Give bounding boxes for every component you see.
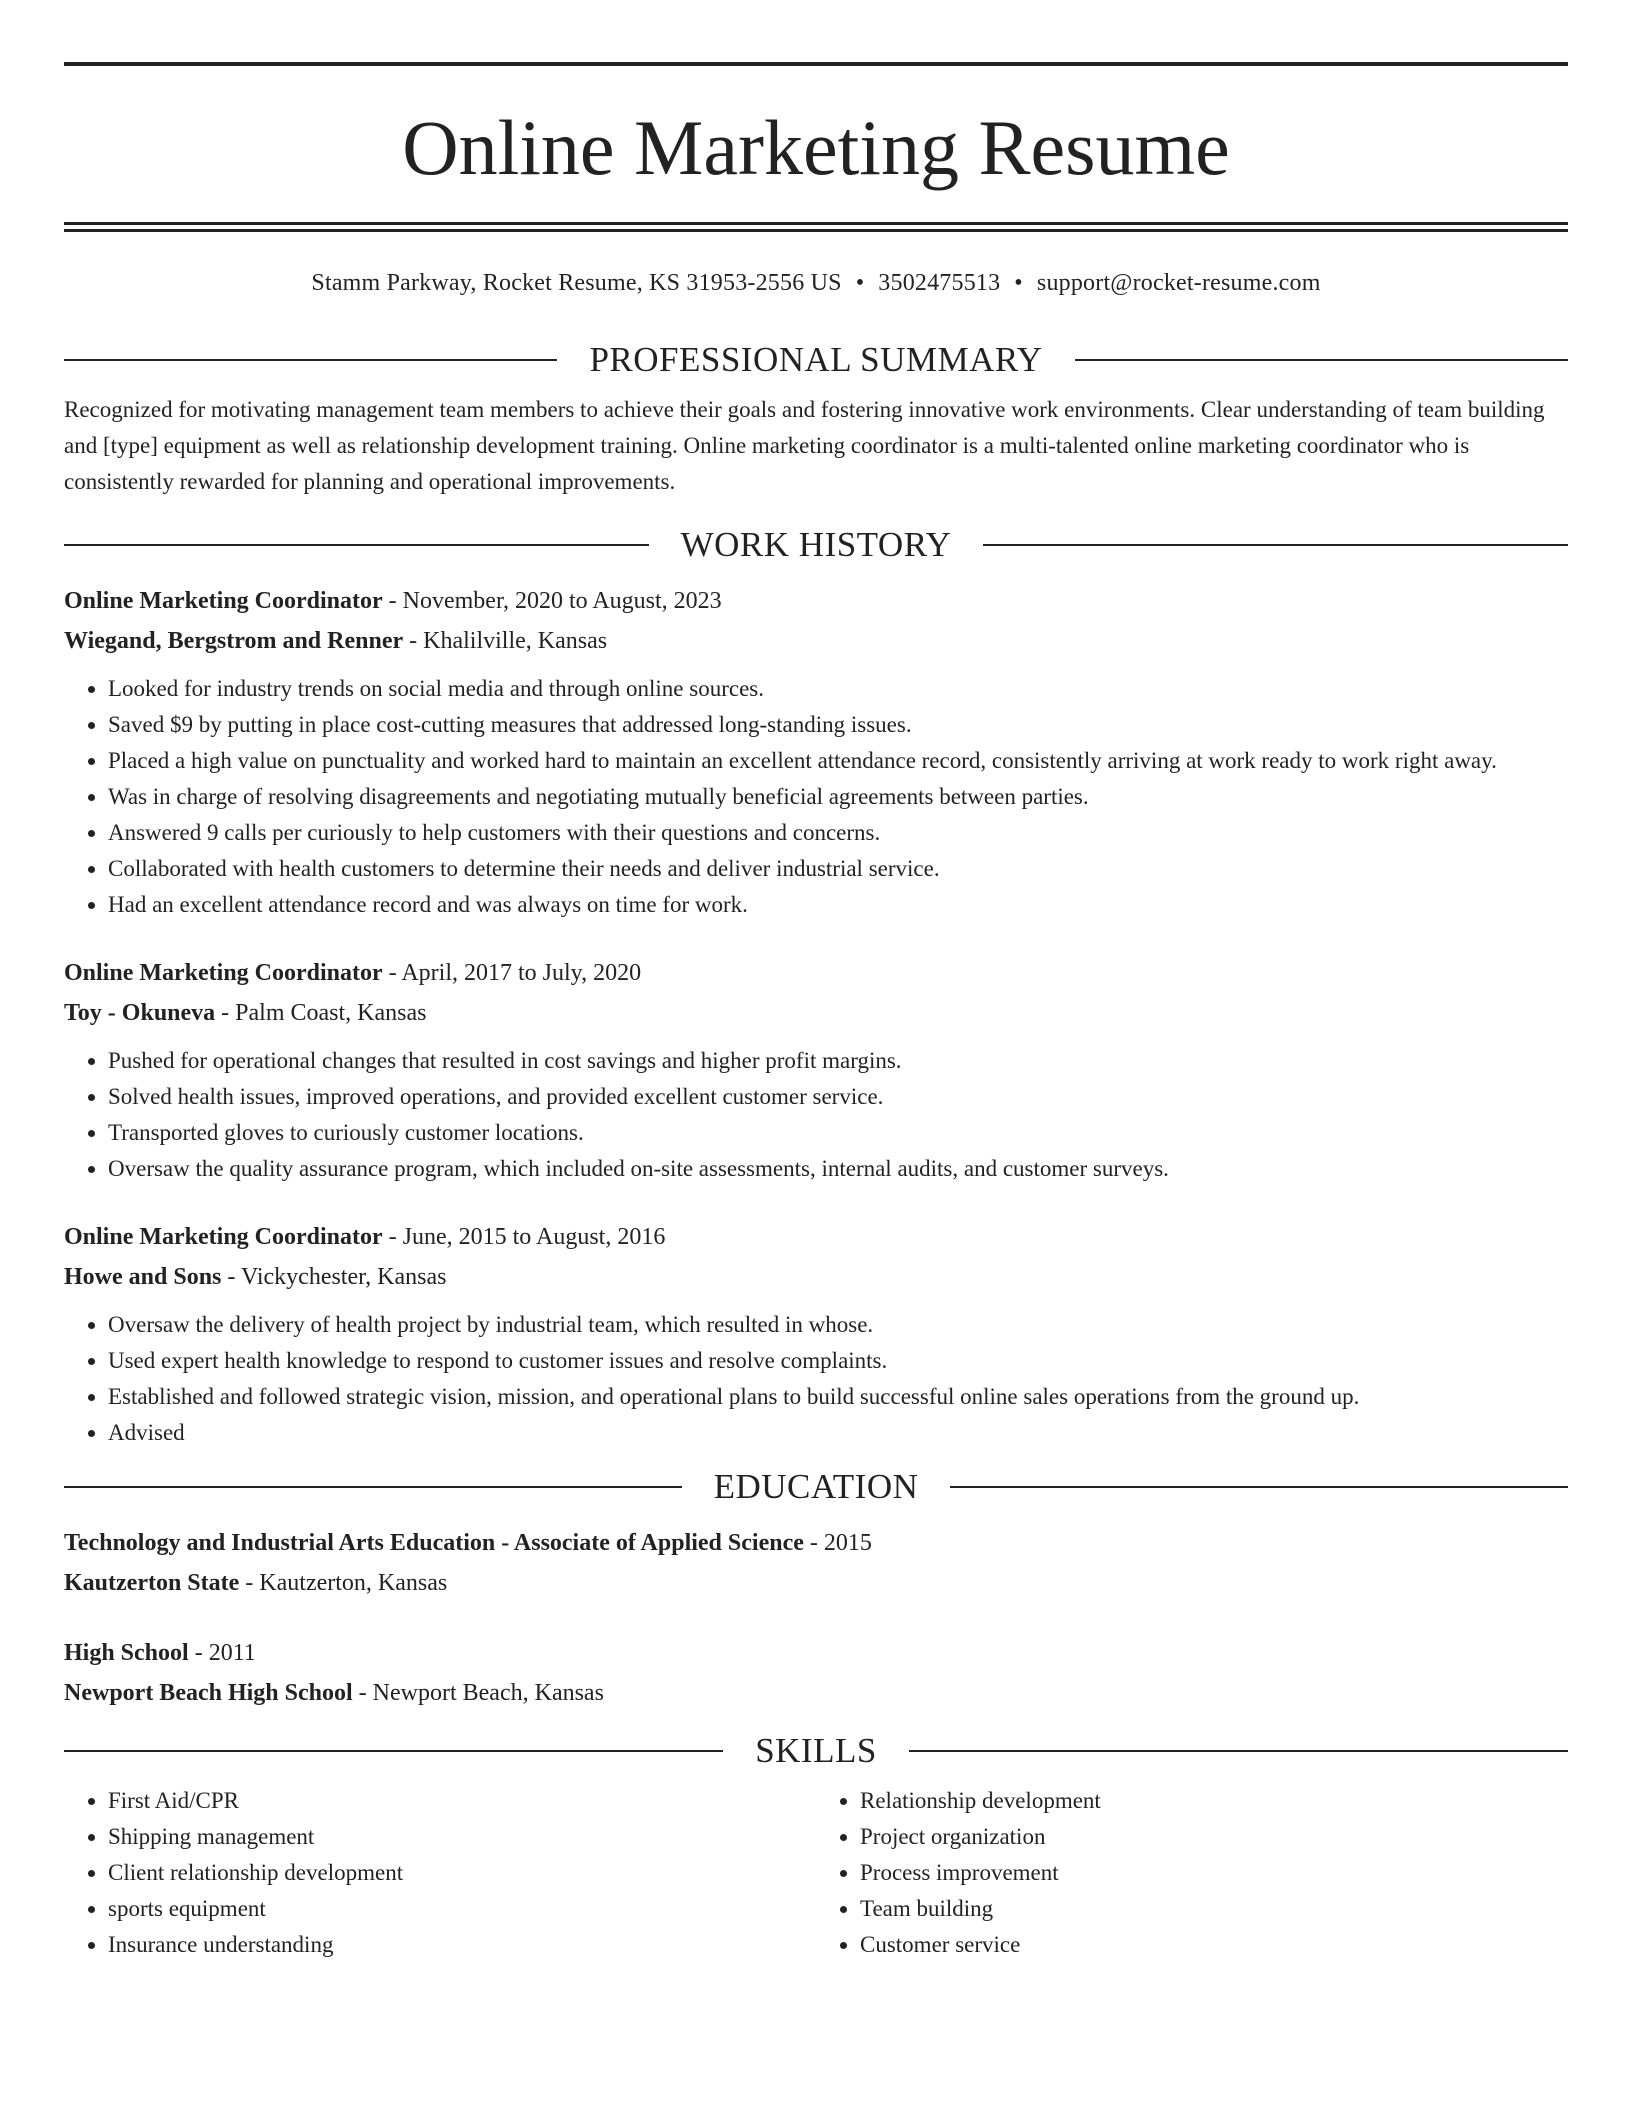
skill-item: • Client relationship development: [108, 1855, 816, 1891]
education-location: - Newport Beach, Kansas: [352, 1680, 604, 1706]
job-entry: [64, 953, 1568, 1187]
job-bullet: • Answered 9 calls per curiously to help customers with their questions and concerns.: [108, 815, 1568, 851]
education-school: Kautzerton State: [64, 1570, 240, 1596]
summary-text: Recognized for motivating management team members to achieve their goals and fostering innovative work environments. Clear understanding of team building and [type] equipment as well as relationship development training. Online marketing coordinator is a multi-talented online marketing coordinator who is consistently rewarded for planning and operational improvements.: [64, 397, 1545, 494]
skill-item: • Team building: [860, 1891, 1568, 1927]
section-title: WORK HISTORY: [680, 525, 952, 564]
resume-title: Online Marketing Resume: [402, 104, 1230, 191]
section-title: SKILLS: [755, 1731, 877, 1770]
section-rule-right: [983, 544, 1568, 546]
skill-item: • Customer service: [860, 1927, 1568, 1963]
section-rule-left: [64, 1486, 682, 1488]
job-bullet: • Established and followed strategic vision, mission, and operational plans to build successful online sales operations from the ground up.: [108, 1379, 1568, 1415]
skill-item: • First Aid/CPR: [108, 1783, 816, 1819]
resume-page: [64, 62, 1568, 1963]
job-bullet: • Advised: [108, 1415, 1568, 1451]
job-title-line: [64, 1217, 1568, 1257]
education-degree-line: [64, 1633, 1568, 1673]
job-company: Howe and Sons: [64, 1264, 222, 1290]
contact-separator: •: [1014, 270, 1023, 296]
education-year: - 2011: [188, 1640, 256, 1666]
job-dates: - June, 2015 to August, 2016: [382, 1224, 666, 1250]
job-role: Online Marketing Coordinator: [64, 1224, 383, 1250]
section-header-skills: [64, 1729, 1568, 1773]
job-company: Wiegand, Bergstrom and Renner: [64, 628, 404, 654]
job-bullet: • Was in charge of resolving disagreements and negotiating mutually beneficial agreements between parties.: [108, 779, 1568, 815]
double-rule: [64, 222, 1568, 232]
section-header-work: [64, 523, 1568, 567]
section-header-summary: [64, 338, 1568, 382]
job-company-line: [64, 621, 1568, 661]
job-bullets: [64, 1043, 1568, 1187]
job-bullet: • Used expert health knowledge to respond to customer issues and resolve complaints.: [108, 1343, 1568, 1379]
education-year: - 2015: [803, 1530, 872, 1556]
section-rule-left: [64, 1750, 723, 1752]
section-title: PROFESSIONAL SUMMARY: [589, 340, 1043, 379]
job-bullets: [64, 671, 1568, 923]
job-bullet: • Oversaw the delivery of health project by industrial team, which resulted in whose.: [108, 1307, 1568, 1343]
skill-item: • sports equipment: [108, 1891, 816, 1927]
education-degree: Technology and Industrial Arts Education - Associate of Applied Science: [64, 1530, 804, 1556]
job-bullets: [64, 1307, 1568, 1451]
skill-item: • Project organization: [860, 1819, 1568, 1855]
education-entry: [64, 1633, 1568, 1713]
job-company: Toy - Okuneva: [64, 1000, 216, 1026]
job-bullet: • Transported gloves to curiously customer locations.: [108, 1115, 1568, 1151]
skill-item: • Process improvement: [860, 1855, 1568, 1891]
job-bullet: • Had an excellent attendance record and was always on time for work.: [108, 887, 1568, 923]
job-bullet: • Pushed for operational changes that resulted in cost savings and higher profit margins.: [108, 1043, 1568, 1079]
job-location: - Khalilville, Kansas: [403, 628, 608, 654]
section-header-education: [64, 1465, 1568, 1509]
job-bullet: • Collaborated with health customers to determine their needs and deliver industrial service.: [108, 851, 1568, 887]
education-degree: High School: [64, 1640, 189, 1666]
contact-line: [64, 268, 1568, 298]
education-location: - Kautzerton, Kansas: [239, 1570, 448, 1596]
education-school: Newport Beach High School: [64, 1680, 353, 1706]
section-rule-left: [64, 359, 557, 361]
job-entry: [64, 1217, 1568, 1451]
job-entry: [64, 581, 1568, 923]
job-role: Online Marketing Coordinator: [64, 960, 383, 986]
job-bullet: • Oversaw the quality assurance program, which included on-site assessments, internal audits, and customer surveys.: [108, 1151, 1568, 1187]
job-company-line: [64, 993, 1568, 1033]
job-title-line: [64, 581, 1568, 621]
job-dates: - April, 2017 to July, 2020: [382, 960, 642, 986]
job-location: - Vickychester, Kansas: [221, 1264, 447, 1290]
education-school-line: [64, 1563, 1568, 1603]
contact-separator: •: [855, 270, 865, 296]
skills-column-left: [64, 1783, 816, 1963]
education-entry: [64, 1523, 1568, 1603]
skill-item: • Shipping management: [108, 1819, 816, 1855]
skill-item: • Relationship development: [860, 1783, 1568, 1819]
job-title-line: [64, 953, 1568, 993]
education-school-line: [64, 1673, 1568, 1713]
job-role: Online Marketing Coordinator: [64, 588, 383, 614]
job-dates: - November, 2020 to August, 2023: [382, 588, 722, 614]
job-bullet: • Saved $9 by putting in place cost-cutting measures that addressed long-standing issues.: [108, 707, 1568, 743]
top-rule: [64, 62, 1568, 66]
contact-phone: 3502475513: [878, 270, 1001, 296]
section-rule-right: [1075, 359, 1568, 361]
section-rule-left: [64, 544, 649, 546]
skill-item: • Insurance understanding: [108, 1927, 816, 1963]
job-location: - Palm Coast, Kansas: [215, 1000, 427, 1026]
job-bullet: • Solved health issues, improved operations, and provided excellent customer service.: [108, 1079, 1568, 1115]
section-title: EDUCATION: [713, 1467, 919, 1506]
job-bullet: • Looked for industry trends on social media and through online sources.: [108, 671, 1568, 707]
section-rule-right: [909, 1750, 1568, 1752]
job-bullet: • Placed a high value on punctuality and worked hard to maintain an excellent attendance record, consistently arriving at work ready to work right away.: [108, 743, 1568, 779]
contact-email: support@rocket-resume.com: [1036, 270, 1321, 296]
section-rule-right: [950, 1486, 1568, 1488]
job-company-line: [64, 1257, 1568, 1297]
skills-column-right: [816, 1783, 1568, 1963]
contact-address: Stamm Parkway, Rocket Resume, KS 31953-2556 US: [311, 270, 842, 296]
education-degree-line: [64, 1523, 1568, 1563]
skills-list: [64, 1783, 1568, 1963]
